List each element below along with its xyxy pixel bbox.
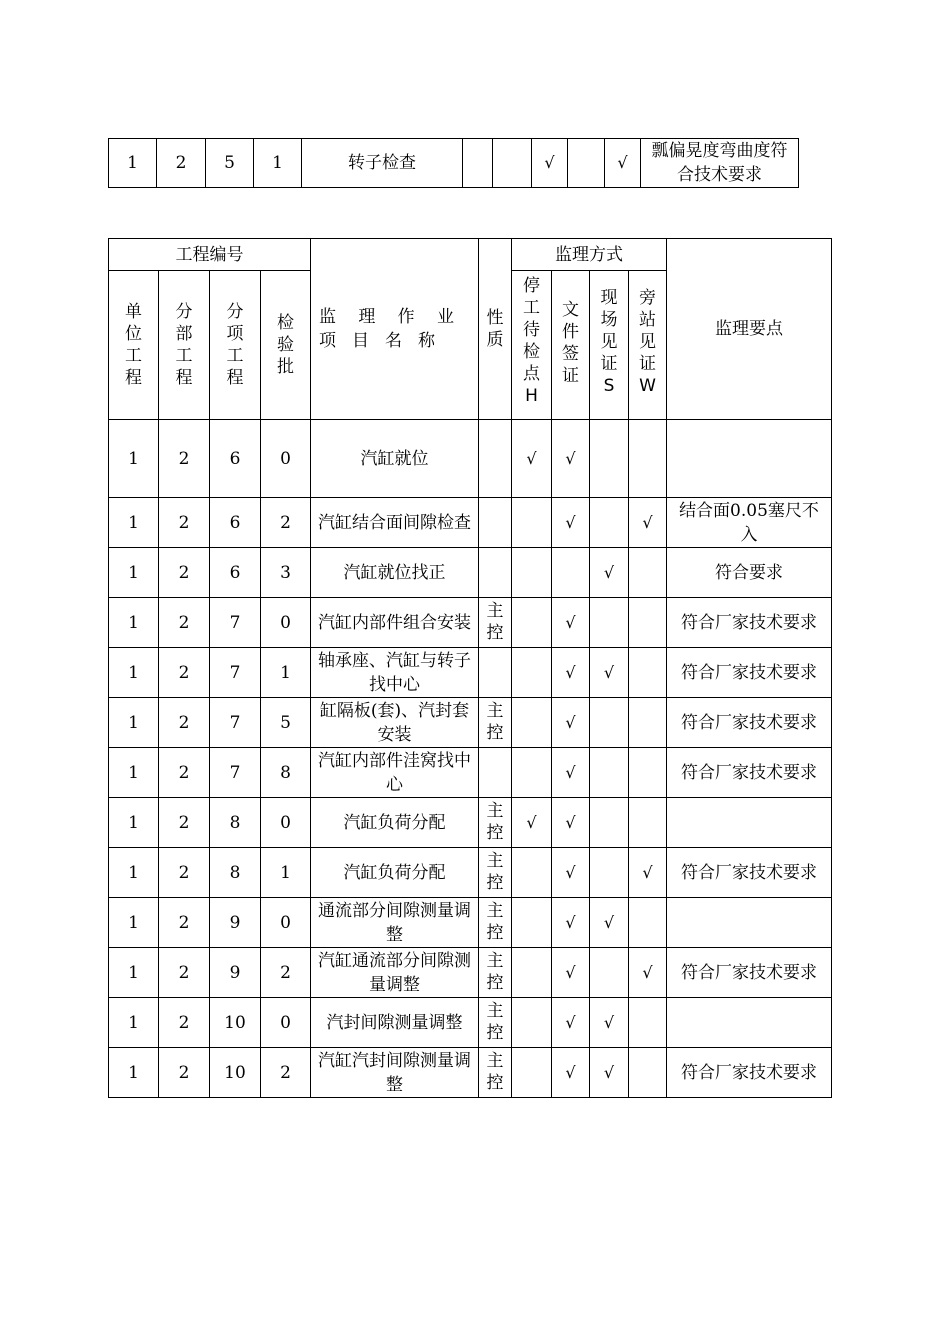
cell-doc: √ <box>552 948 590 998</box>
cell-nature <box>479 698 512 748</box>
supervision-table <box>108 238 832 1098</box>
cell-batch: 0 <box>261 798 311 848</box>
cell-task-name: 轴承座、汽缸与转子找中心 <box>311 648 479 698</box>
batch-header <box>261 271 311 420</box>
cell-h <box>512 898 552 948</box>
cell-sub: 2 <box>159 948 210 998</box>
cell-w <box>629 548 667 598</box>
item-header <box>210 271 261 420</box>
cell-point: 符合厂家技术要求 <box>667 598 832 648</box>
cell-doc: √ <box>552 698 590 748</box>
cell-sub: 2 <box>159 748 210 798</box>
cell-batch: 0 <box>261 420 311 498</box>
cell-nature <box>479 598 512 648</box>
cell-nature <box>479 898 512 948</box>
cell-doc: √ <box>552 598 590 648</box>
cell-sub: 2 <box>159 1048 210 1098</box>
cell-task-name: 汽缸负荷分配 <box>311 798 479 848</box>
cell-item: 10 <box>210 998 261 1048</box>
cell-task-name: 缸隔板(套)、汽封套安装 <box>311 698 479 748</box>
table-row <box>109 998 832 1048</box>
cell-h <box>512 648 552 698</box>
cell-batch: 2 <box>261 1048 311 1098</box>
cell-unit: 1 <box>109 548 159 598</box>
cell-doc <box>552 548 590 598</box>
table-row <box>109 948 832 998</box>
cell-h <box>512 698 552 748</box>
cell-h <box>512 1048 552 1098</box>
cell-s: √ <box>590 648 629 698</box>
item-label: 分项工程 <box>226 301 244 388</box>
cell-unit: 1 <box>109 848 159 898</box>
cell-h <box>512 948 552 998</box>
cell-item: 6 <box>210 498 261 548</box>
cell-item: 8 <box>210 848 261 898</box>
table-row <box>109 420 832 498</box>
cell-unit: 1 <box>109 698 159 748</box>
cell-batch: 8 <box>261 748 311 798</box>
batch-label: 检验批 <box>277 312 294 377</box>
cell-s <box>590 798 629 848</box>
cell-nature <box>479 1048 512 1098</box>
cell-item: 7 <box>210 598 261 648</box>
cell-batch: 5 <box>261 698 311 748</box>
cell-item: 5 <box>206 139 254 188</box>
unit-header <box>109 271 159 420</box>
cell-item: 9 <box>210 948 261 998</box>
table-row <box>109 798 832 848</box>
cell-point: 符合要求 <box>667 548 832 598</box>
cell-point: 符合厂家技术要求 <box>667 648 832 698</box>
cell-s <box>590 698 629 748</box>
cell-point <box>667 998 832 1048</box>
cell-doc: √ <box>552 648 590 698</box>
cell-sub: 2 <box>159 498 210 548</box>
cell-h <box>463 139 493 188</box>
cell-point: 符合厂家技术要求 <box>667 748 832 798</box>
doc-header <box>552 271 590 420</box>
task-name-header <box>311 239 479 420</box>
cell-task-name: 汽缸就位找正 <box>311 548 479 598</box>
cell-w: √ <box>629 498 667 548</box>
cell-s: √ <box>590 548 629 598</box>
nature-text: 主控 <box>486 951 504 993</box>
doc-label: 文件签证 <box>562 300 579 386</box>
table-row <box>109 548 832 598</box>
cell-sub: 2 <box>157 139 206 188</box>
cell-s <box>590 598 629 648</box>
cell-item: 8 <box>210 798 261 848</box>
cell-doc: √ <box>552 898 590 948</box>
table-row <box>109 648 832 698</box>
nature-label: 性质 <box>486 307 504 350</box>
table-row <box>109 848 832 898</box>
cell-unit: 1 <box>109 748 159 798</box>
cell-w: √ <box>605 139 641 188</box>
top-fragment-table <box>108 138 799 188</box>
cell-doc: √ <box>552 998 590 1048</box>
cell-w <box>629 998 667 1048</box>
cell-task-name: 通流部分间隙测量调整 <box>311 898 479 948</box>
cell-point: 符合厂家技术要求 <box>667 948 832 998</box>
cell-site <box>568 139 605 188</box>
cell-batch: 0 <box>261 898 311 948</box>
cell-sub: 2 <box>159 798 210 848</box>
cell-point: 结合面0.05塞尺不入 <box>667 498 832 548</box>
cell-sub: 2 <box>159 848 210 898</box>
cell-w <box>629 748 667 798</box>
cell-nature <box>479 848 512 898</box>
cell-s <box>590 948 629 998</box>
w-label: 旁站见证W <box>639 288 656 396</box>
cell-point <box>667 898 832 948</box>
cell-sub: 2 <box>159 698 210 748</box>
cell-nature <box>479 548 512 598</box>
cell-sub: 2 <box>159 598 210 648</box>
cell-item: 7 <box>210 698 261 748</box>
cell-nature <box>479 498 512 548</box>
cell-task-name: 汽缸负荷分配 <box>311 848 479 898</box>
cell-w <box>629 420 667 498</box>
cell-unit: 1 <box>109 948 159 998</box>
table-row <box>109 498 832 548</box>
cell-nature <box>479 948 512 998</box>
cell-nature <box>479 420 512 498</box>
nature-text: 主控 <box>486 601 504 643</box>
cell-batch: 1 <box>254 139 302 188</box>
cell-task-name: 汽缸内部件洼窝找中心 <box>311 748 479 798</box>
cell-item: 9 <box>210 898 261 948</box>
cell-unit: 1 <box>109 498 159 548</box>
cell-task-name: 汽缸通流部分间隙测量调整 <box>311 948 479 998</box>
nature-text: 主控 <box>486 901 504 943</box>
cell-unit: 1 <box>109 798 159 848</box>
cell-w: √ <box>629 848 667 898</box>
unit-label: 单位工程 <box>125 301 142 388</box>
table-row <box>109 698 832 748</box>
cell-s <box>590 748 629 798</box>
cell-s: √ <box>590 898 629 948</box>
cell-s-pre <box>493 139 532 188</box>
cell-nature <box>479 798 512 848</box>
cell-point: 符合厂家技术要求 <box>667 1048 832 1098</box>
cell-unit: 1 <box>109 898 159 948</box>
method-header: 监理方式 <box>512 239 667 271</box>
cell-sub: 2 <box>159 648 210 698</box>
cell-s: √ <box>590 998 629 1048</box>
cell-nature <box>479 998 512 1048</box>
cell-unit: 1 <box>109 420 159 498</box>
cell-sub: 2 <box>159 420 210 498</box>
cell-doc: √ <box>552 1048 590 1098</box>
cell-w <box>629 598 667 648</box>
cell-s <box>590 848 629 898</box>
cell-nature <box>479 748 512 798</box>
nature-header <box>479 239 512 420</box>
cell-task-name: 汽缸内部件组合安装 <box>311 598 479 648</box>
cell-doc: √ <box>532 139 568 188</box>
task-name-label: 监理作业项目名称 <box>319 307 470 351</box>
cell-w: √ <box>629 948 667 998</box>
cell-batch: 1 <box>261 648 311 698</box>
table-row <box>109 748 832 798</box>
cell-batch: 3 <box>261 548 311 598</box>
nature-text: 主控 <box>486 801 504 843</box>
cell-batch: 2 <box>261 948 311 998</box>
cell-item: 7 <box>210 648 261 698</box>
cell-task-name: 汽缸结合面间隙检查 <box>311 498 479 548</box>
cell-unit: 1 <box>109 598 159 648</box>
cell-item: 7 <box>210 748 261 798</box>
s-label: 现场见证S <box>600 288 618 396</box>
cell-point <box>667 420 832 498</box>
cell-batch: 0 <box>261 998 311 1048</box>
cell-task-name: 汽缸汽封间隙测量调整 <box>311 1048 479 1098</box>
cell-unit: 1 <box>109 998 159 1048</box>
cell-task-name: 汽缸就位 <box>311 420 479 498</box>
cell-h: √ <box>512 420 552 498</box>
cell-doc: √ <box>552 748 590 798</box>
cell-h <box>512 598 552 648</box>
cell-h <box>512 848 552 898</box>
cell-h <box>512 748 552 798</box>
cell-doc: √ <box>552 498 590 548</box>
table-row <box>109 1048 832 1098</box>
cell-point <box>667 798 832 848</box>
cell-doc: √ <box>552 848 590 898</box>
cell-sub: 2 <box>159 998 210 1048</box>
cell-point: 符合厂家技术要求 <box>667 848 832 898</box>
h-label: 停工待检点H <box>523 276 540 406</box>
sub-label: 分部工程 <box>175 301 193 388</box>
sub-header <box>159 271 210 420</box>
cell-h <box>512 998 552 1048</box>
points-header: 监理要点 <box>667 239 832 420</box>
cell-w <box>629 898 667 948</box>
cell-doc: √ <box>552 420 590 498</box>
cell-s <box>590 498 629 548</box>
cell-w <box>629 698 667 748</box>
cell-batch: 2 <box>261 498 311 548</box>
cell-s: √ <box>590 1048 629 1098</box>
cell-item: 10 <box>210 1048 261 1098</box>
cell-unit: 1 <box>109 139 157 188</box>
cell-batch: 1 <box>261 848 311 898</box>
cell-unit: 1 <box>109 648 159 698</box>
s-header <box>590 271 629 420</box>
nature-text: 主控 <box>486 1001 504 1043</box>
nature-text: 主控 <box>486 851 504 893</box>
w-header <box>629 271 667 420</box>
cell-s <box>590 420 629 498</box>
nature-text: 主控 <box>486 1051 504 1093</box>
cell-h <box>512 498 552 548</box>
cell-doc: √ <box>552 798 590 848</box>
cell-nature <box>479 648 512 698</box>
cell-w <box>629 798 667 848</box>
table-body <box>109 420 832 1098</box>
project-no-header: 工程编号 <box>109 239 311 271</box>
cell-unit: 1 <box>109 1048 159 1098</box>
cell-point: 符合厂家技术要求 <box>667 698 832 748</box>
table-row <box>109 139 799 188</box>
cell-item: 6 <box>210 420 261 498</box>
table-row <box>109 898 832 948</box>
cell-task-name: 汽封间隙测量调整 <box>311 998 479 1048</box>
cell-sub: 2 <box>159 548 210 598</box>
h-header <box>512 271 552 420</box>
cell-item: 6 <box>210 548 261 598</box>
cell-h <box>512 548 552 598</box>
cell-batch: 0 <box>261 598 311 648</box>
cell-h: √ <box>512 798 552 848</box>
header-row-1 <box>109 239 832 271</box>
cell-task-name: 转子检查 <box>302 139 463 188</box>
cell-point: 瓢偏晃度弯曲度符合技术要求 <box>641 139 799 188</box>
cell-w <box>629 1048 667 1098</box>
cell-sub: 2 <box>159 898 210 948</box>
cell-w <box>629 648 667 698</box>
table-row <box>109 598 832 648</box>
nature-text: 主控 <box>486 701 504 743</box>
